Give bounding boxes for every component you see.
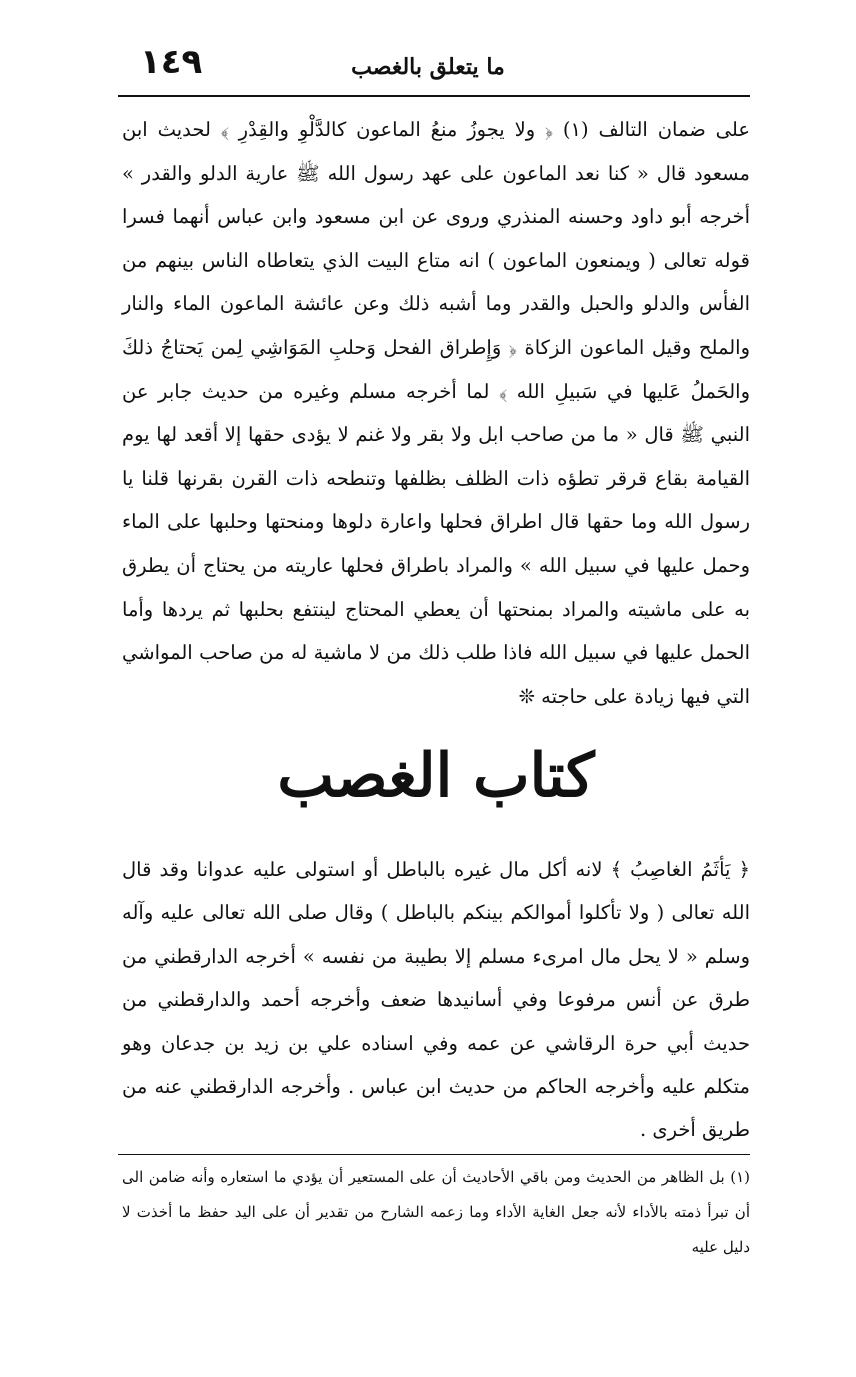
footnote: (١) بل الظاهر من الحديث ومن باقي الأحاديث أن على المستعير أن يؤدي ما استعاره وأنه ضامن الى أن تبرأ ذمته بالأداء لأنه جعل الغاية الأداء وما زعمه الشارح من تقدير أن على اليد حفظ ما أخذت لا دليل عليه [122,1168,750,1256]
body-paragraph: ﴿ يَأثَمُ الغاصِبُ ﴾ لانه أكل مال غيره بالباطل أو استولى عليه عدوانا وقد قال الله تعالى ( ولا تأكلوا أموالكم بينكم بالباطل ) وقال صلى الله تعالى عليه وآله وسلم « لا يحل مال امرىء مسلم إلا بطيبة من نفسه » أخرجه الدارقطني من طرق عن أنس مرفوعا وفي أسانيدها ضعف وأخرجه أحمد والدارقطني من حديث أبي حرة الرقاشي عن عمه وفي اسناده علي بن زيد بن جدعان وهو متكلم عليه وأخرجه الحاكم من حديث ابن عباس . وأخرجه الدارقطني عنه من طريق أخرى . [122,858,750,1142]
page-header [120,40,736,92]
running-title: ما يتعلق بالغصب [351,54,505,80]
section-title: كتاب الغصب [277,741,595,811]
header-rule [118,95,750,97]
body-paragraph: على ضمان التالف (١) ﴿ ولا يجوزُ منعُ الماعون كالدَّلْوِ والقِدْرِ ﴾ لحديث ابن مسعود قال « كنا نعد الماعون على عهد رسول الله ﷺ عارية الدلو والقدر » أخرجه أبو داود وحسنه المنذري وروى عن ابن مسعود وابن عباس أنهما فسرا قوله تعالى ( ويمنعون الماعون ) انه متاع البيت الذي يتعاطاه الناس بينهم من الفأس والدلو والحبل والقدر وما أشبه ذلك وعن عائشة الماعون الماء والنار والملح وقيل الماعون الزكاة ﴿ وَإِطراق الفحل وَحلبِ المَوَاشِي لِمن يَحتاجُ ذلكَ والحَملُ عَليها في سَبيلِ الله ﴾ لما أخرجه مسلم وغيره من حديث جابر عن النبي ﷺ قال « ما من صاحب ابل ولا بقر ولا غنم لا يؤدى حقها إلا أقعد لها يوم القيامة بقاع قرقر تطؤه ذات الظلف بظلفها وتنطحه ذات القرن بقرنها قلنا يا رسول الله وما حقها قال اطراق فحلها واعارة دلوها ومنحتها وحلبها على الماء وحمل عليها في سبيل الله » والمراد باطراق فحلها عاريته من يحتاج أن يطرق به على ماشيته والمراد بمنحتها أن يعطي المحتاج لينتفع بحلبها ثم يردها وأما الحمل عليها في سبيل الله فاذا طلب ذلك من لا ماشية له من صاحب المواشي التي فيها زيادة على حاجته ❊ [122,118,751,708]
footnote-rule [118,1154,750,1155]
page-number: ١٤٩ [140,42,203,82]
